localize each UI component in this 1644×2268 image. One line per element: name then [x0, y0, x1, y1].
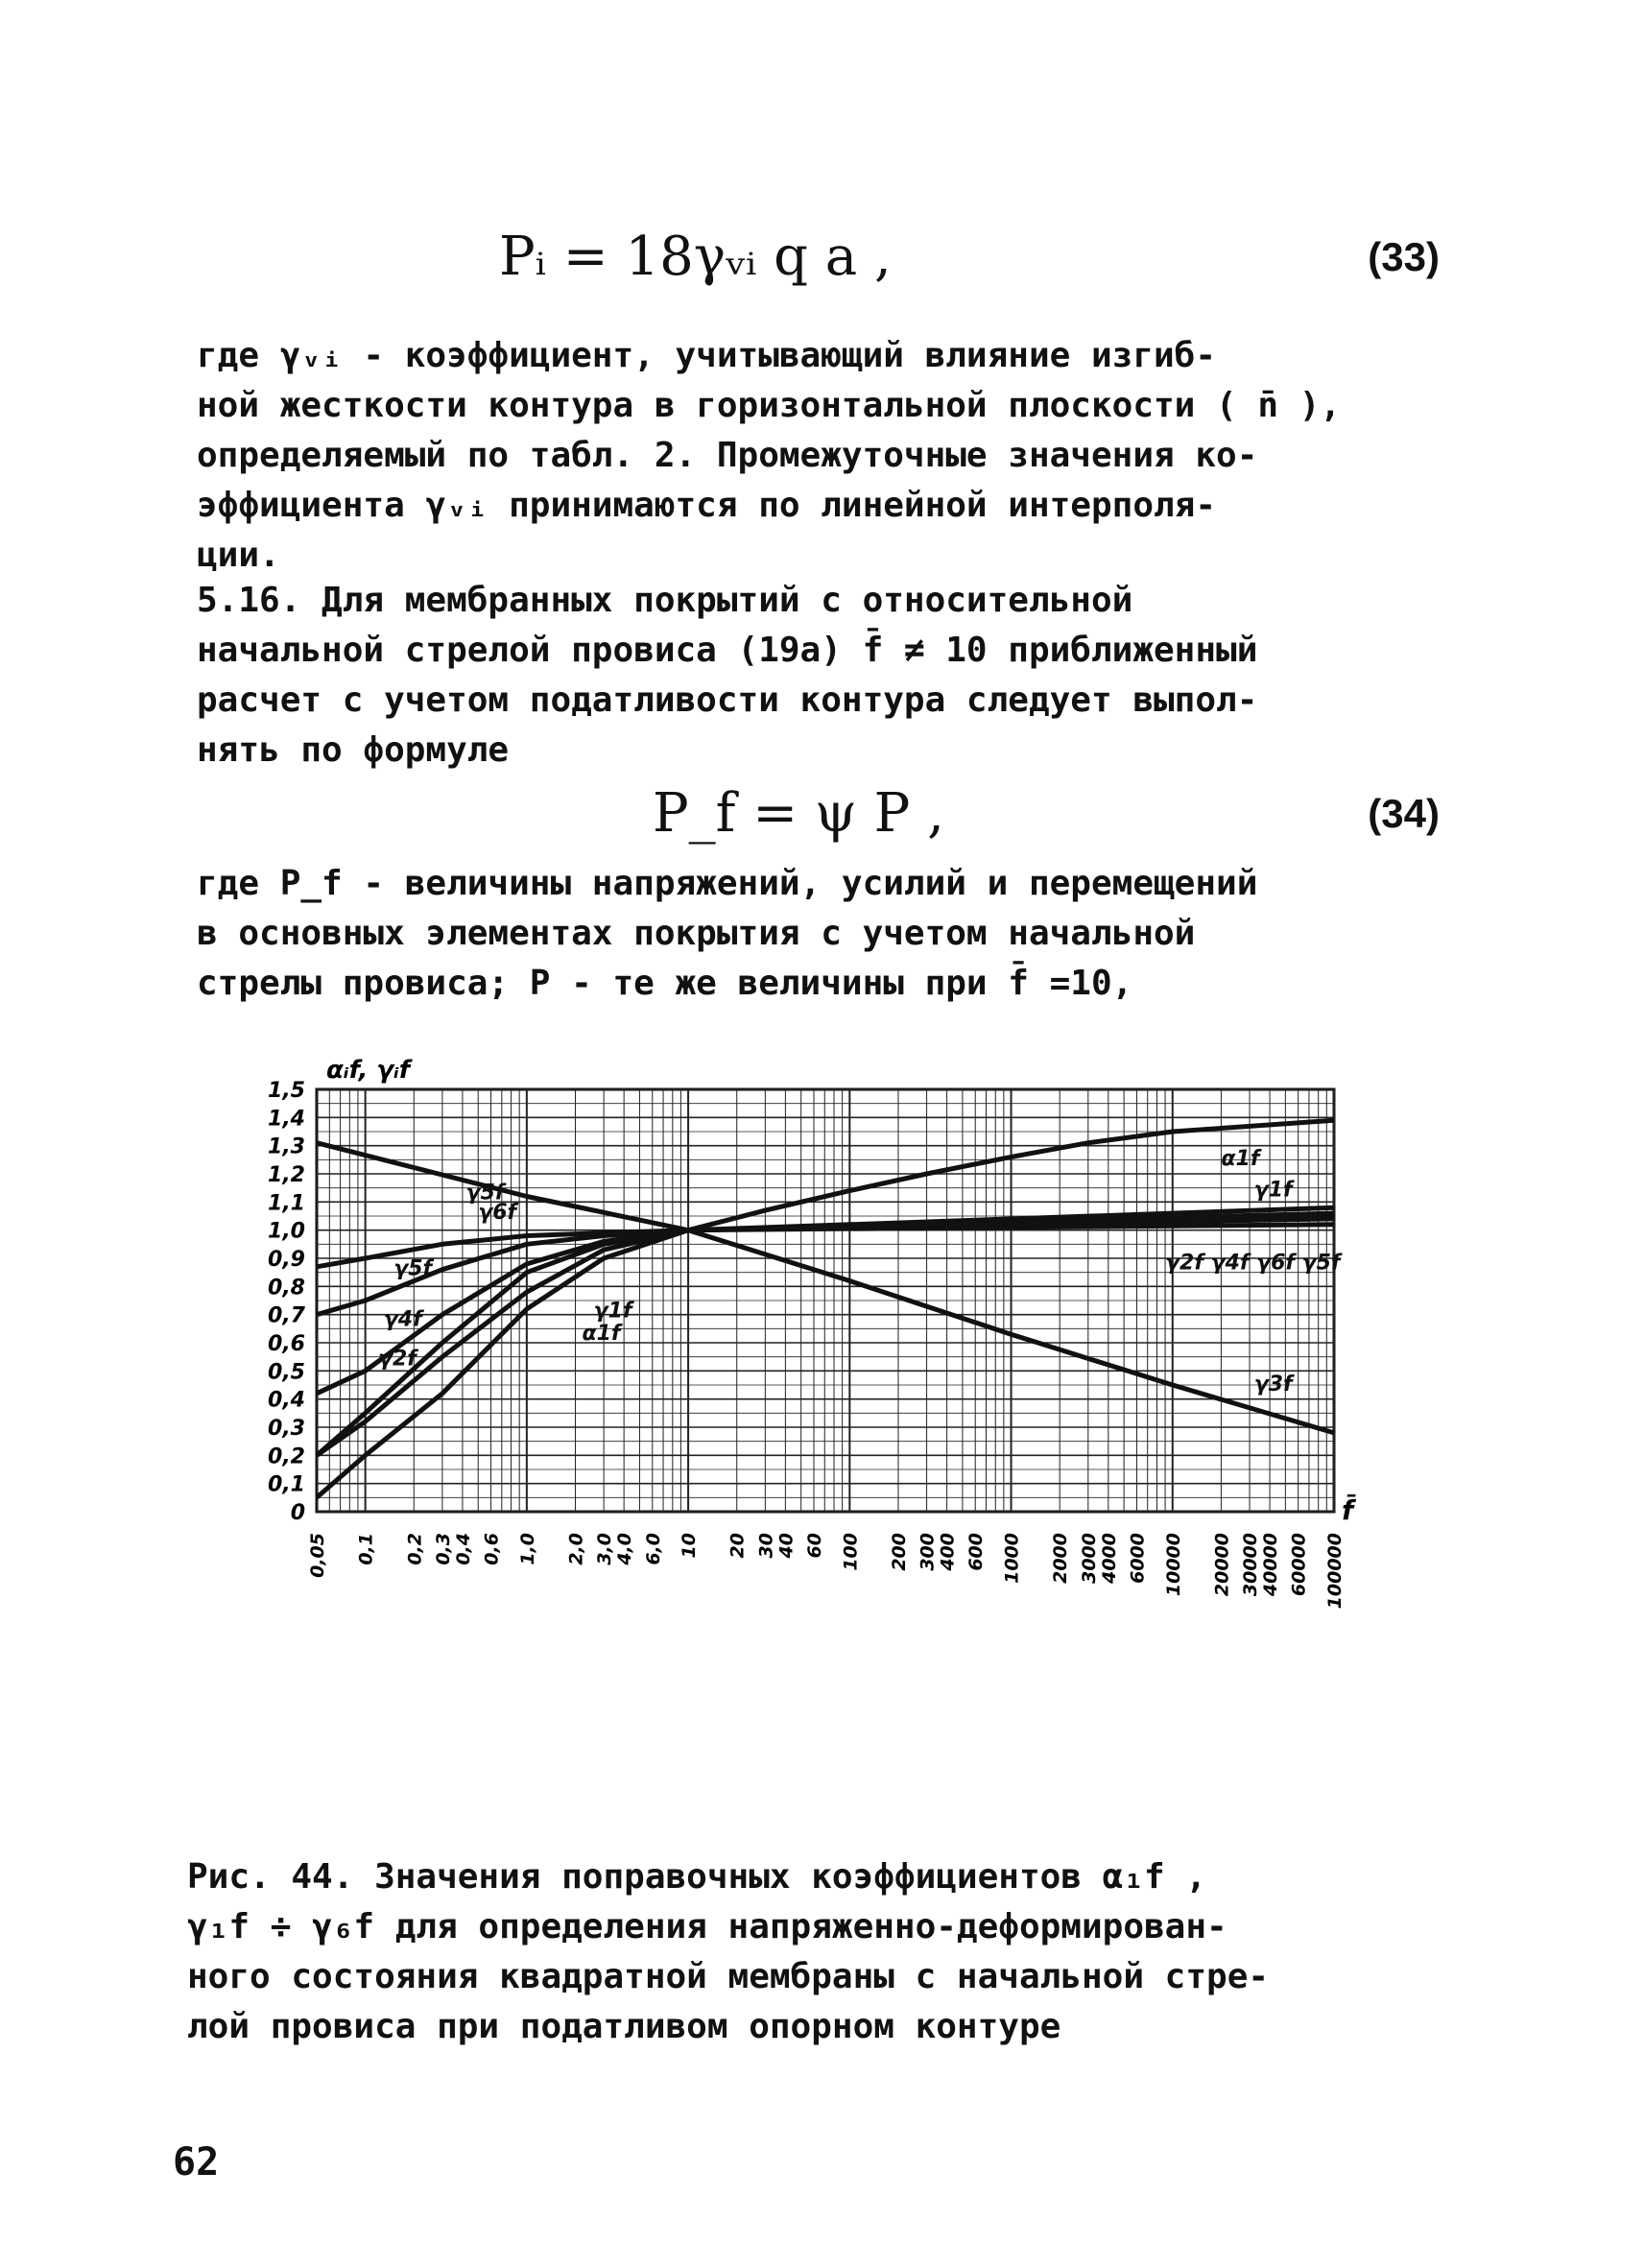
- formula-34-number: (34): [1368, 791, 1440, 836]
- x-tick-label: 600: [965, 1533, 988, 1571]
- paragraph-pf: где P_f - величины напряжений, усилий и перемещений в основных элементах покрытия с учетом начальной стрелы провиса; P - те же величины при f̄ =10,: [197, 864, 1258, 1003]
- x-tick-label: 0,4: [452, 1533, 474, 1565]
- x-tick-label: 20000: [1211, 1533, 1233, 1597]
- x-tick-label: 10: [679, 1533, 701, 1559]
- y-tick-label: 1,3: [268, 1134, 305, 1159]
- y-tick-label: 1,2: [268, 1163, 305, 1187]
- formula-33-number: (33): [1368, 234, 1440, 279]
- y-tick-label: 0,2: [268, 1444, 305, 1469]
- curve-annotation: α1f: [1221, 1147, 1260, 1172]
- paragraph-5-16: 5.16. Для мембранных покрытий с относительной начальной стрелой провиса (19а) f̄ ≠ 10 приближенный расчет с учетом податливости контура следует выпол- нять по формуле: [197, 581, 1258, 770]
- y-tick-label: 0,8: [268, 1276, 305, 1301]
- y-tick-label: 1,4: [268, 1107, 305, 1132]
- x-tick-label: 30: [755, 1533, 777, 1559]
- paragraph-gamma-vi: где γᵥᵢ - коэффициент, учитывающий влияние изгиб- ной жесткости контура в горизонтальной плоскости ( n̄ ), определяемый по табл. 2. Промежуточные значения ко- эффициента γᵥᵢ принимаются по линейной интерполя- ции.: [197, 336, 1342, 575]
- curve-annotation: γ1f: [1253, 1178, 1293, 1203]
- formula-33: [499, 219, 1440, 296]
- x-tick-label: 6,0: [642, 1533, 664, 1565]
- y-tick-label: 0,4: [268, 1388, 305, 1413]
- x-tick-label: 2,0: [565, 1533, 587, 1565]
- curve-annotation: γ6f: [478, 1200, 517, 1225]
- series-line-γ1f: [317, 1207, 1334, 1455]
- x-tick-label: 1000: [1001, 1533, 1023, 1584]
- formula-34: [653, 776, 1440, 852]
- x-tick-label: 0,2: [404, 1533, 426, 1565]
- curve-annotation: γ2f: [377, 1347, 417, 1372]
- y-tick-label: 0,1: [268, 1472, 305, 1497]
- x-tick-label: 40: [775, 1533, 798, 1559]
- y-tick-label: 1,1: [268, 1191, 305, 1216]
- figure-caption: Рис. 44. Значения поправочных коэффициентов α₁f , γ₁f ÷ γ₆f для определения напряженно-деформирован- ного состояния квадратной мембраны с начальной стре- лой провиса при податливом опорном контуре: [187, 1857, 1270, 2046]
- curve-annotation: γ2f γ4f γ6f γ5f: [1165, 1251, 1341, 1276]
- y-tick-label: 0,5: [268, 1360, 305, 1385]
- y-axis-label: αᵢf, γᵢf: [326, 1056, 411, 1085]
- x-tick-label: 100: [840, 1533, 862, 1571]
- x-tick-label: 100000: [1324, 1533, 1346, 1610]
- y-tick-label: 0,3: [268, 1417, 305, 1441]
- x-tick-label: 0,6: [481, 1533, 503, 1565]
- x-tick-label: 400: [937, 1533, 959, 1571]
- x-tick-label: 60000: [1288, 1533, 1310, 1597]
- y-tick-label: 0,7: [268, 1303, 305, 1328]
- curve-annotation: γ5f: [393, 1256, 433, 1281]
- y-tick-label: 1,5: [268, 1079, 305, 1103]
- x-tick-label: 30000: [1240, 1533, 1262, 1597]
- x-tick-label: 0,1: [355, 1533, 377, 1565]
- curve-annotation: γ3f: [1253, 1372, 1293, 1397]
- x-tick-label: 3,0: [594, 1533, 616, 1565]
- y-tick-label: 1,0: [268, 1219, 305, 1244]
- figure-44: [250, 1051, 1401, 1800]
- x-tick-label: 4000: [1098, 1533, 1120, 1584]
- x-tick-label: 40000: [1260, 1533, 1282, 1597]
- y-tick-label: 0: [290, 1501, 305, 1525]
- x-tick-label: 60: [803, 1533, 825, 1559]
- curve-annotation: γ5f: [465, 1181, 505, 1206]
- x-tick-label: 2000: [1050, 1533, 1072, 1584]
- x-tick-label: 0,3: [432, 1533, 454, 1565]
- formula-34-expression: P_f = ψ P ,: [653, 782, 944, 845]
- page-number: 62: [173, 2140, 220, 2184]
- x-tick-label: 6000: [1127, 1533, 1149, 1584]
- y-tick-label: 0,6: [268, 1332, 305, 1356]
- x-tick-label: 300: [917, 1533, 939, 1571]
- curve-annotation: γ4f: [383, 1307, 422, 1332]
- x-tick-label: 20: [727, 1533, 749, 1559]
- chart-correction-coefficients: [250, 1051, 1401, 1800]
- curve-annotation: α1f: [582, 1322, 621, 1347]
- x-tick-label: 3000: [1078, 1533, 1100, 1584]
- curve-annotation: γ1f: [593, 1299, 632, 1324]
- x-tick-label: 1,0: [516, 1533, 538, 1565]
- x-axis-label: f̄: [1342, 1494, 1354, 1526]
- x-tick-label: 0,05: [307, 1533, 328, 1578]
- formula-33-expression: Pᵢ = 18γᵥᵢ q a ,: [499, 226, 892, 288]
- x-tick-label: 10000: [1162, 1533, 1184, 1597]
- x-tick-label: 200: [888, 1533, 910, 1571]
- y-tick-label: 0,9: [268, 1248, 305, 1272]
- x-tick-label: 4,0: [614, 1533, 636, 1565]
